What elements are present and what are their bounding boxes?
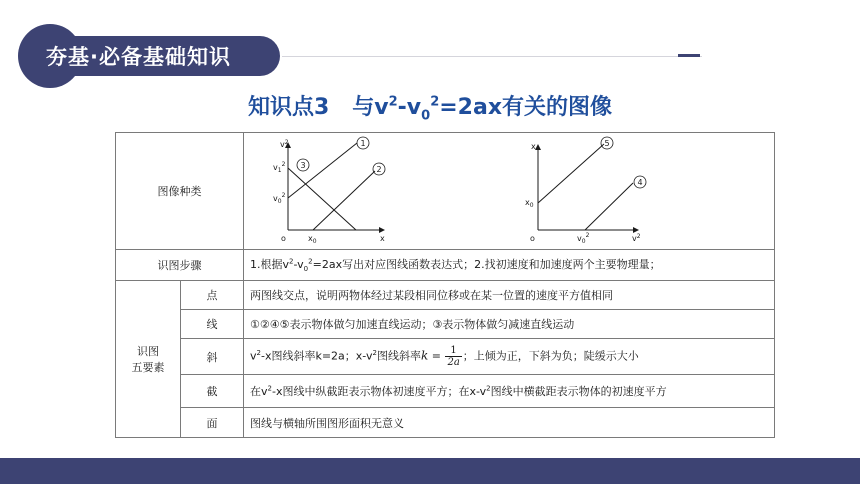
slope-fraction: $\frac{1}{2a}$ [447,345,460,368]
graph2-line-4 [585,183,633,230]
table-row [116,375,775,408]
knowledge-table [115,132,775,438]
table-row [116,408,775,438]
table-row [116,310,775,339]
table-row [116,281,775,310]
row-label-slope: 斜 [181,339,244,375]
graph2-line-5 [538,144,604,203]
row-label-intercept: 截 [181,375,244,408]
graph1-origin: o [281,234,286,243]
graph1-marker-2-text: 2 [376,165,382,174]
graph1-x0-label: $x_0$ [308,234,317,245]
section-title: 夯基·必备基础知识 [46,45,231,69]
graph-x-v2 [525,137,646,245]
graph2-origin: o [530,234,535,243]
title-v: 与v [352,95,389,120]
row-label-point: 点 [181,281,244,310]
title-sub0: 0 [421,108,431,124]
graph1-x-label: x [380,234,385,243]
slope-text: $v^2-x$图线斜率k=2a；$x-v^2$图线斜率k = $\frac{1}{2a}$ ；上倾为正，下斜为负；陡缓示大小 [244,339,775,375]
line-text: ①②④⑤表示物体做匀加速直线运动；③表示物体做匀减速直线运动 [244,310,775,339]
graph1-y-label: $v^2$ [280,139,289,149]
row-label-line: 线 [181,310,244,339]
intercept-text: 在$v^2-x$图线中纵截距表示物体初速度平方；在$x-v^2$图线中横截距表示物体的初速度平方 [244,375,775,408]
steps-text: 1.根据$v^2-v_0^2=2ax$写出对应图线函数表达式；2.找初速度和加速度两个主要物理量； [244,250,775,281]
table-row [116,339,775,375]
knowledge-point-title [180,90,680,123]
graph1-line-1 [288,143,357,198]
row-label-types: 图像种类 [116,133,244,250]
graph2-x0-label: $x_0$ [525,198,534,209]
header-divider [282,56,702,57]
graph2-marker-4-text: 4 [637,178,643,187]
title-sup1: 2 [388,94,398,110]
graph1-line-2 [313,171,375,230]
point-text: 两图线交点，说明两物体经过某段相同位移或在某一位置的速度平方值相同 [244,281,775,310]
area-text: 图线与横轴所围图形面积无意义 [244,408,775,438]
graph2-v0-label: $v_0^2$ [577,232,590,245]
title-sup2: 2 [430,94,440,110]
title-prefix: 知识点3 [247,95,330,120]
graph1-marker-3-text: 3 [300,161,306,170]
header-accent-dash [678,54,700,57]
graphs-svg [244,133,775,246]
graphs-cell [244,133,775,250]
graph2-marker-5-text: 5 [604,139,610,148]
footer-band [0,458,860,484]
table-row [116,250,775,281]
graph1-marker-1-text: 1 [360,139,366,148]
title-dash: -v [397,95,422,120]
title-tail: =2ax有关的图像 [439,95,613,120]
graph-v2-x [273,137,385,245]
table-row [116,133,775,250]
row-label-steps: 识图步骤 [116,250,244,281]
row-label-area: 面 [181,408,244,438]
graph1-v1-label: $v_1^2$ [273,161,286,174]
graph1-v0-label: $v_0^2$ [273,192,286,205]
graph2-x-label: $v^2$ [632,233,641,243]
five-elements-label: 识图 五要素 [116,281,181,438]
graph2-y-label: x [531,142,536,151]
